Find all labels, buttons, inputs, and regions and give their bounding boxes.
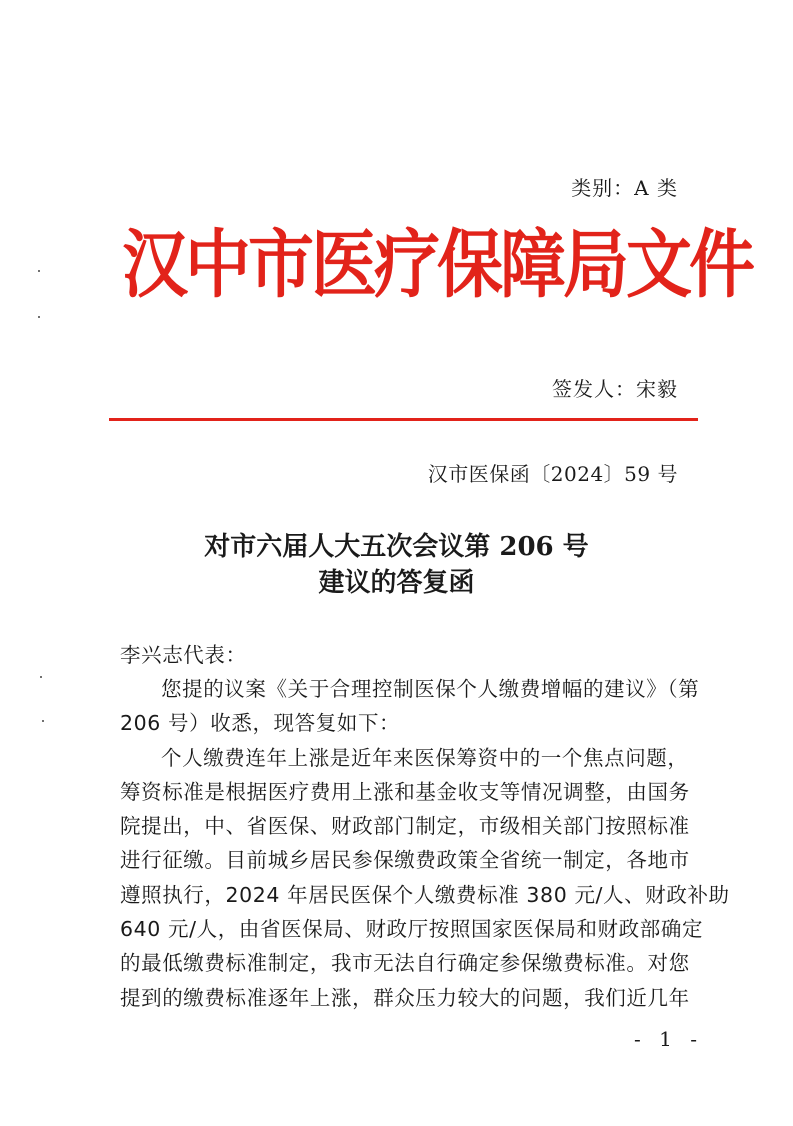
- body-line: 640 元/人，由省医保局、财政厅按照国家医保局和财政部确定: [120, 917, 704, 942]
- salutation: 李兴志代表：: [120, 643, 247, 667]
- body-line: 筹资标准是根据医疗费用上涨和基金收支等情况调整，由国务: [120, 779, 690, 804]
- document-category: 类别：A 类: [571, 176, 678, 200]
- body-line: 206 号）收悉，现答复如下：: [120, 711, 401, 736]
- scan-speck: [42, 720, 44, 722]
- body-line: 院提出，中、省医保、财政部门制定，市级相关部门按照标准: [120, 814, 690, 839]
- body-text: [120, 672, 730, 1015]
- body-line: 的最低缴费标准制定，我市无法自行确定参保缴费标准。对您: [120, 951, 690, 976]
- body-line: 进行征缴。目前城乡居民参保缴费政策全省统一制定，各地市: [120, 848, 690, 873]
- signer-line: 签发人：宋毅: [552, 377, 678, 401]
- document-title-line-1: 对市六届人大五次会议第 206 号: [204, 532, 589, 562]
- body-line: 遵照执行，2024 年居民医保个人缴费标准 380 元/人、财政补助: [120, 882, 730, 907]
- scan-speck: [38, 316, 40, 318]
- page-number: - 1 -: [634, 1027, 703, 1051]
- document-title-line-2: 建议的答复函: [318, 568, 475, 598]
- scan-speck: [38, 270, 40, 272]
- scan-speck: [40, 676, 42, 678]
- body-line: 提到的缴费标准逐年上涨，群众压力较大的问题，我们近几年: [120, 985, 690, 1010]
- document-number: 汉市医保函〔2024〕59 号: [427, 462, 678, 486]
- red-separator-line: [109, 418, 698, 421]
- body-line: 个人缴费连年上涨是近年来医保筹资中的一个焦点问题，: [161, 745, 689, 770]
- body-line: 您提的议案《关于合理控制医保个人缴费增幅的建议》（第: [161, 677, 700, 701]
- red-header-title: 汉中市医疗保障局文件: [122, 221, 752, 308]
